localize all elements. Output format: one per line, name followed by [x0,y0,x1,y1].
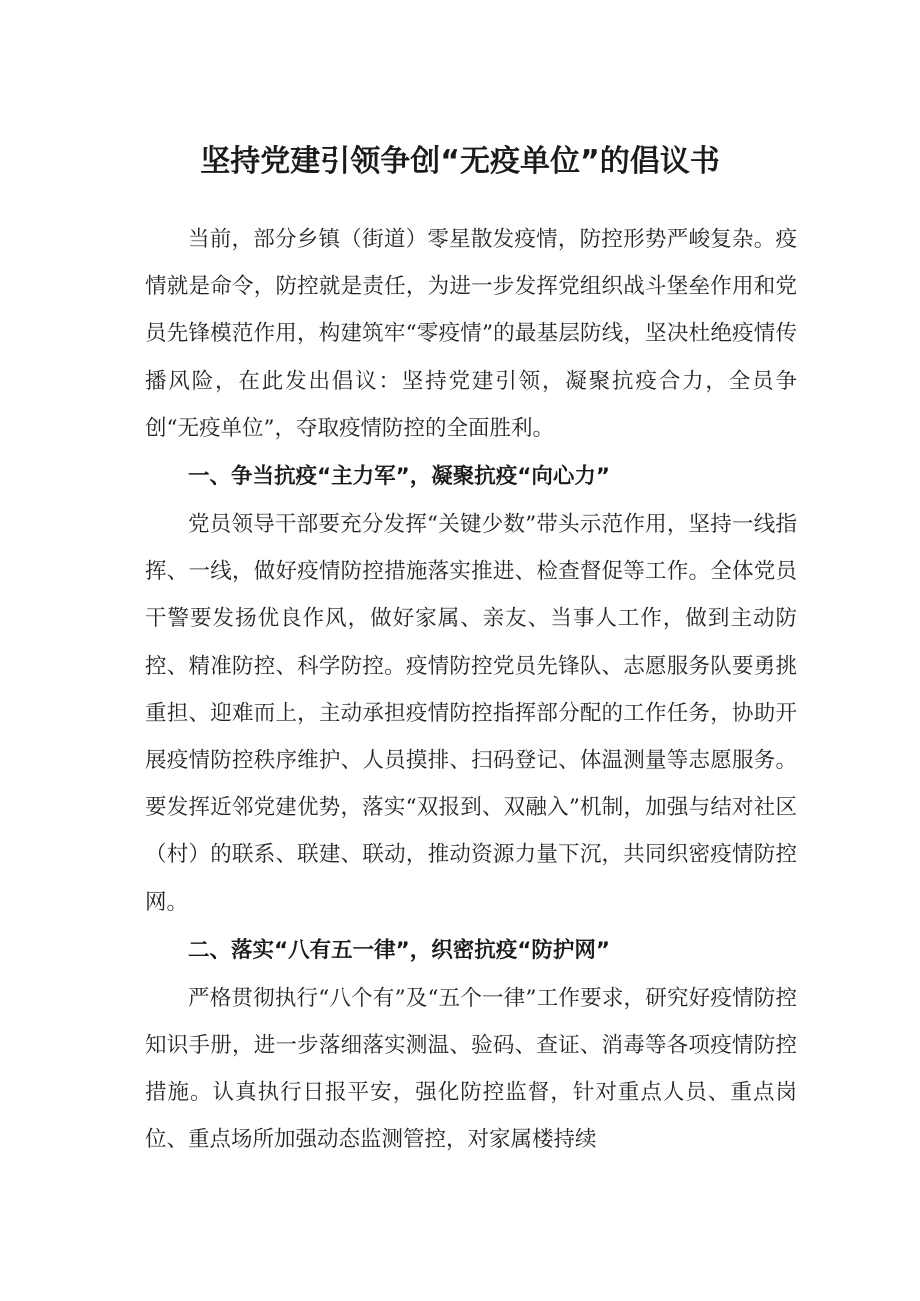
section-2-paragraph: 严格贯彻执行“八个有”及“五个一律”工作要求，研究好疫情防控知识手册，进一步落细落实测温、验码、查证、消毒等各项疫情防控措施。认真执行日报平安，强化防控监督，针对重点人员、重点岗位、重点场所加强动态监测管控，对家属楼持续 [145,985,797,1153]
section-1-paragraph: 党员领导干部要充分发挥“关键少数”带头示范作用，坚持一线指挥、一线，做好疫情防控措施落实推进、检查督促等工作。全体党员干警要发扬优良作风，做好家属、亲友、当事人工作，做到主动防控、精准防控、科学防控。疫情防控党员先锋队、志愿服务队要勇挑重担、迎难而上，主动承担疫情防控指挥部分配的工作任务，协助开展疫情防控秩序维护、人员摸排、扫码登记、体温测量等志愿服务。要发挥近邻党建优势，落实“双报到、双融入”机制，加强与结对社区（村）的联系、联建、联动，推动资源力量下沉，共同织密疫情防控网。 [145,512,797,915]
document-body [145,216,797,1164]
section-1-heading: 一、争当抗疫“主力军”，凝聚抗疫“向心力” [188,464,611,490]
section-2-heading: 二、落实“八有五一律”，织密抗疫“防护网” [188,937,611,963]
intro-paragraph: 当前，部分乡镇（街道）零星散发疫情，防控形势严峻复杂。疫情就是命令，防控就是责任，为进一步发挥党组织战斗堡垒作用和党员先锋模范作用，构建筑牢“零疫情”的最基层防线，坚决杜绝疫情传播风险，在此发出倡议：坚持党建引领，凝聚抗疫合力，全员争创“无疫单位”，夺取疫情防控的全面胜利。 [145,227,797,441]
document-title: 坚持党建引领争创“无疫单位”的倡议书 [200,144,720,179]
